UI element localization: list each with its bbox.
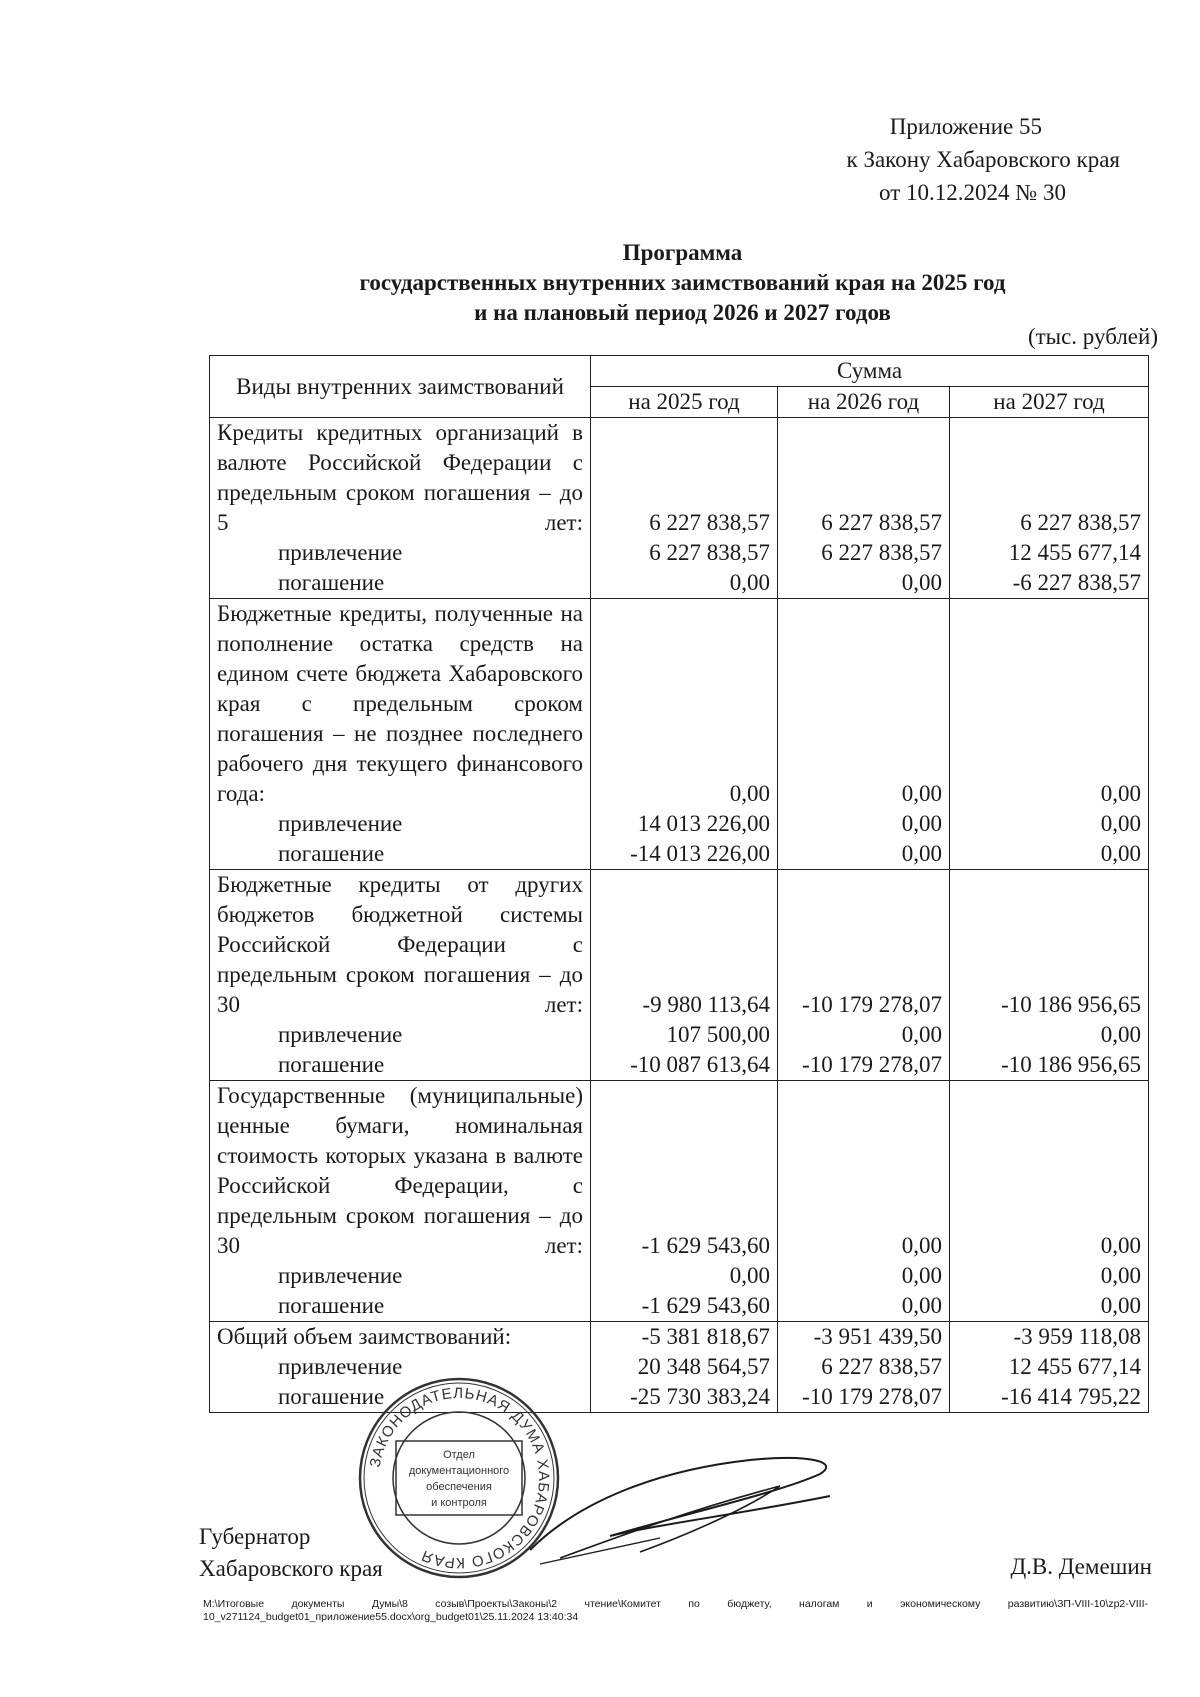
attraction-label: привлечение — [210, 1020, 591, 1050]
repayment-2026: -10 179 278,07 — [778, 1382, 950, 1413]
header-borrowing-type: Виды внутренних заимствований — [210, 356, 591, 418]
position-line-1: Губернатор — [199, 1524, 311, 1549]
repayment-2025: 0,00 — [591, 568, 778, 599]
header-2025: на 2025 год — [591, 387, 778, 418]
section-securities — [210, 1081, 1149, 1322]
table-row — [210, 538, 1149, 568]
repayment-label: погашение — [210, 1050, 591, 1081]
total-2027: -3 959 118,08 — [950, 1322, 1149, 1353]
table-row — [210, 1382, 1149, 1413]
title-line-2: государственных внутренних заимствований края на 2025 год — [359, 270, 1006, 295]
document-title — [0, 238, 1200, 328]
appendix-date: от 10.12.2024 № 30 — [879, 180, 1066, 205]
appendix-law: к Закону Хабаровского края — [846, 147, 1120, 172]
section-title: Государственные (муниципальные) ценные бумаги, номинальная стоимость которых указана в валюте Российской Федерации, с предельным сроком погашения – до 30 лет: — [210, 1081, 591, 1262]
table-row — [210, 1261, 1149, 1291]
total-2026: 6 227 838,57 — [778, 418, 950, 539]
stamp-line-3: обеспечения — [426, 1481, 492, 1493]
attraction-2025: 0,00 — [591, 1261, 778, 1291]
repayment-2026: 0,00 — [778, 1291, 950, 1322]
repayment-2027: 0,00 — [950, 1291, 1149, 1322]
table-row — [210, 1081, 1149, 1262]
table-row — [210, 1050, 1149, 1081]
attraction-label: привлечение — [210, 1352, 591, 1382]
table-row — [210, 1291, 1149, 1322]
repayment-2027: -16 414 795,22 — [950, 1382, 1149, 1413]
stamp-line-1: Отдел — [443, 1449, 475, 1461]
stamp-line-2: документационного — [408, 1465, 510, 1477]
header-2027: на 2027 год — [950, 387, 1149, 418]
section-title: Общий объем заимствований: — [210, 1322, 591, 1353]
attraction-2027: 12 455 677,14 — [950, 1352, 1149, 1382]
repayment-label: погашение — [210, 1382, 591, 1413]
attraction-2025: 20 348 564,57 — [591, 1352, 778, 1382]
attraction-2027: 0,00 — [950, 1020, 1149, 1050]
appendix-number: Приложение 55 — [889, 114, 1042, 139]
repayment-2027: -6 227 838,57 — [950, 568, 1149, 599]
table-row — [210, 568, 1149, 599]
attraction-2027: 12 455 677,14 — [950, 538, 1149, 568]
repayment-2025: -25 730 383,24 — [591, 1382, 778, 1413]
repayment-2026: 0,00 — [778, 839, 950, 870]
total-2026: -10 179 278,07 — [778, 870, 950, 1021]
section-title: Бюджетные кредиты, полученные на пополнение остатка средств на едином счете бюджета Хабаровского края с предельным сроком погашения – не позднее последнего рабочего дня текущего финансового года: — [210, 599, 591, 810]
section-total — [210, 1322, 1149, 1413]
table-row — [210, 809, 1149, 839]
section-title: Бюджетные кредиты от других бюджетов бюджетной системы Российской Федерации с предельным сроком погашения – до 30 лет: — [210, 870, 591, 1021]
repayment-2026: -10 179 278,07 — [778, 1050, 950, 1081]
attraction-label: привлечение — [210, 1261, 591, 1291]
stamp-line-4: и контроля — [431, 1497, 487, 1509]
table-row — [210, 418, 1149, 539]
total-2027: 6 227 838,57 — [950, 418, 1149, 539]
header-2026: на 2026 год — [778, 387, 950, 418]
total-2025: -1 629 543,60 — [591, 1081, 778, 1262]
table-row — [210, 1322, 1149, 1353]
repayment-2025: -10 087 613,64 — [591, 1050, 778, 1081]
total-2025: -5 381 818,67 — [591, 1322, 778, 1353]
repayment-2027: 0,00 — [950, 839, 1149, 870]
attraction-label: привлечение — [210, 538, 591, 568]
total-2025: 0,00 — [591, 599, 778, 810]
repayment-2026: 0,00 — [778, 568, 950, 599]
table-row — [210, 1352, 1149, 1382]
repayment-2025: -1 629 543,60 — [591, 1291, 778, 1322]
table-row — [210, 839, 1149, 870]
repayment-2027: -10 186 956,65 — [950, 1050, 1149, 1081]
attraction-2026: 6 227 838,57 — [778, 538, 950, 568]
header-sum: Сумма — [591, 356, 1149, 387]
governor-name: Д.В. Демешин — [1010, 1554, 1152, 1579]
repayment-label: погашение — [210, 1291, 591, 1322]
total-2027: -10 186 956,65 — [950, 870, 1149, 1021]
unit-note: (тыс. рублей) — [1027, 324, 1158, 349]
repayment-label: погашение — [210, 839, 591, 870]
position-line-2: Хабаровского края — [199, 1556, 383, 1581]
attraction-2027: 0,00 — [950, 809, 1149, 839]
file-path-footer: M:\Итоговые документы Думы\8 созыв\Проекты\Законы\2 чтение\Комитет по бюджету, налогам и экономическому развитию\ЗП-VIII-10\zp2-VIII-10_v271124_budget01_приложение55.docx\org_budget01\25.11.2024 13:40:34 — [203, 1598, 1148, 1623]
total-2027: 0,00 — [950, 599, 1149, 810]
total-2026: 0,00 — [778, 1081, 950, 1262]
section-title: Кредиты кредитных организаций в валюте Российской Федерации с предельным сроком погашения – до 5 лет: — [210, 418, 591, 539]
attraction-2025: 107 500,00 — [591, 1020, 778, 1050]
attraction-2026: 0,00 — [778, 809, 950, 839]
appendix-header — [847, 110, 1120, 209]
stamp-ring-text: ЗАКОНОДАТЕЛЬНАЯ ДУМА ХАБАРОВСКОГО КРАЯ — [366, 1384, 553, 1572]
attraction-2027: 0,00 — [950, 1261, 1149, 1291]
repayment-label: погашение — [210, 568, 591, 599]
attraction-2026: 6 227 838,57 — [778, 1352, 950, 1382]
total-2026: -3 951 439,50 — [778, 1322, 950, 1353]
attraction-2026: 0,00 — [778, 1261, 950, 1291]
section-treasury-credits — [210, 599, 1149, 870]
handwritten-signature-icon — [520, 1440, 850, 1580]
total-2027: 0,00 — [950, 1081, 1149, 1262]
table-row — [210, 1020, 1149, 1050]
section-budget-credits — [210, 870, 1149, 1081]
title-line-3: и на плановый период 2026 и 2027 годов — [474, 300, 891, 325]
repayment-2025: -14 013 226,00 — [591, 839, 778, 870]
section-commercial-credits — [210, 418, 1149, 599]
title-line-1: Программа — [622, 240, 743, 265]
table-row — [210, 870, 1149, 1021]
total-2026: 0,00 — [778, 599, 950, 810]
total-2025: -9 980 113,64 — [591, 870, 778, 1021]
attraction-2025: 6 227 838,57 — [591, 538, 778, 568]
total-2025: 6 227 838,57 — [591, 418, 778, 539]
table-row — [210, 599, 1149, 810]
attraction-label: привлечение — [210, 809, 591, 839]
borrowing-table — [209, 355, 1149, 1413]
attraction-2026: 0,00 — [778, 1020, 950, 1050]
attraction-2025: 14 013 226,00 — [591, 809, 778, 839]
